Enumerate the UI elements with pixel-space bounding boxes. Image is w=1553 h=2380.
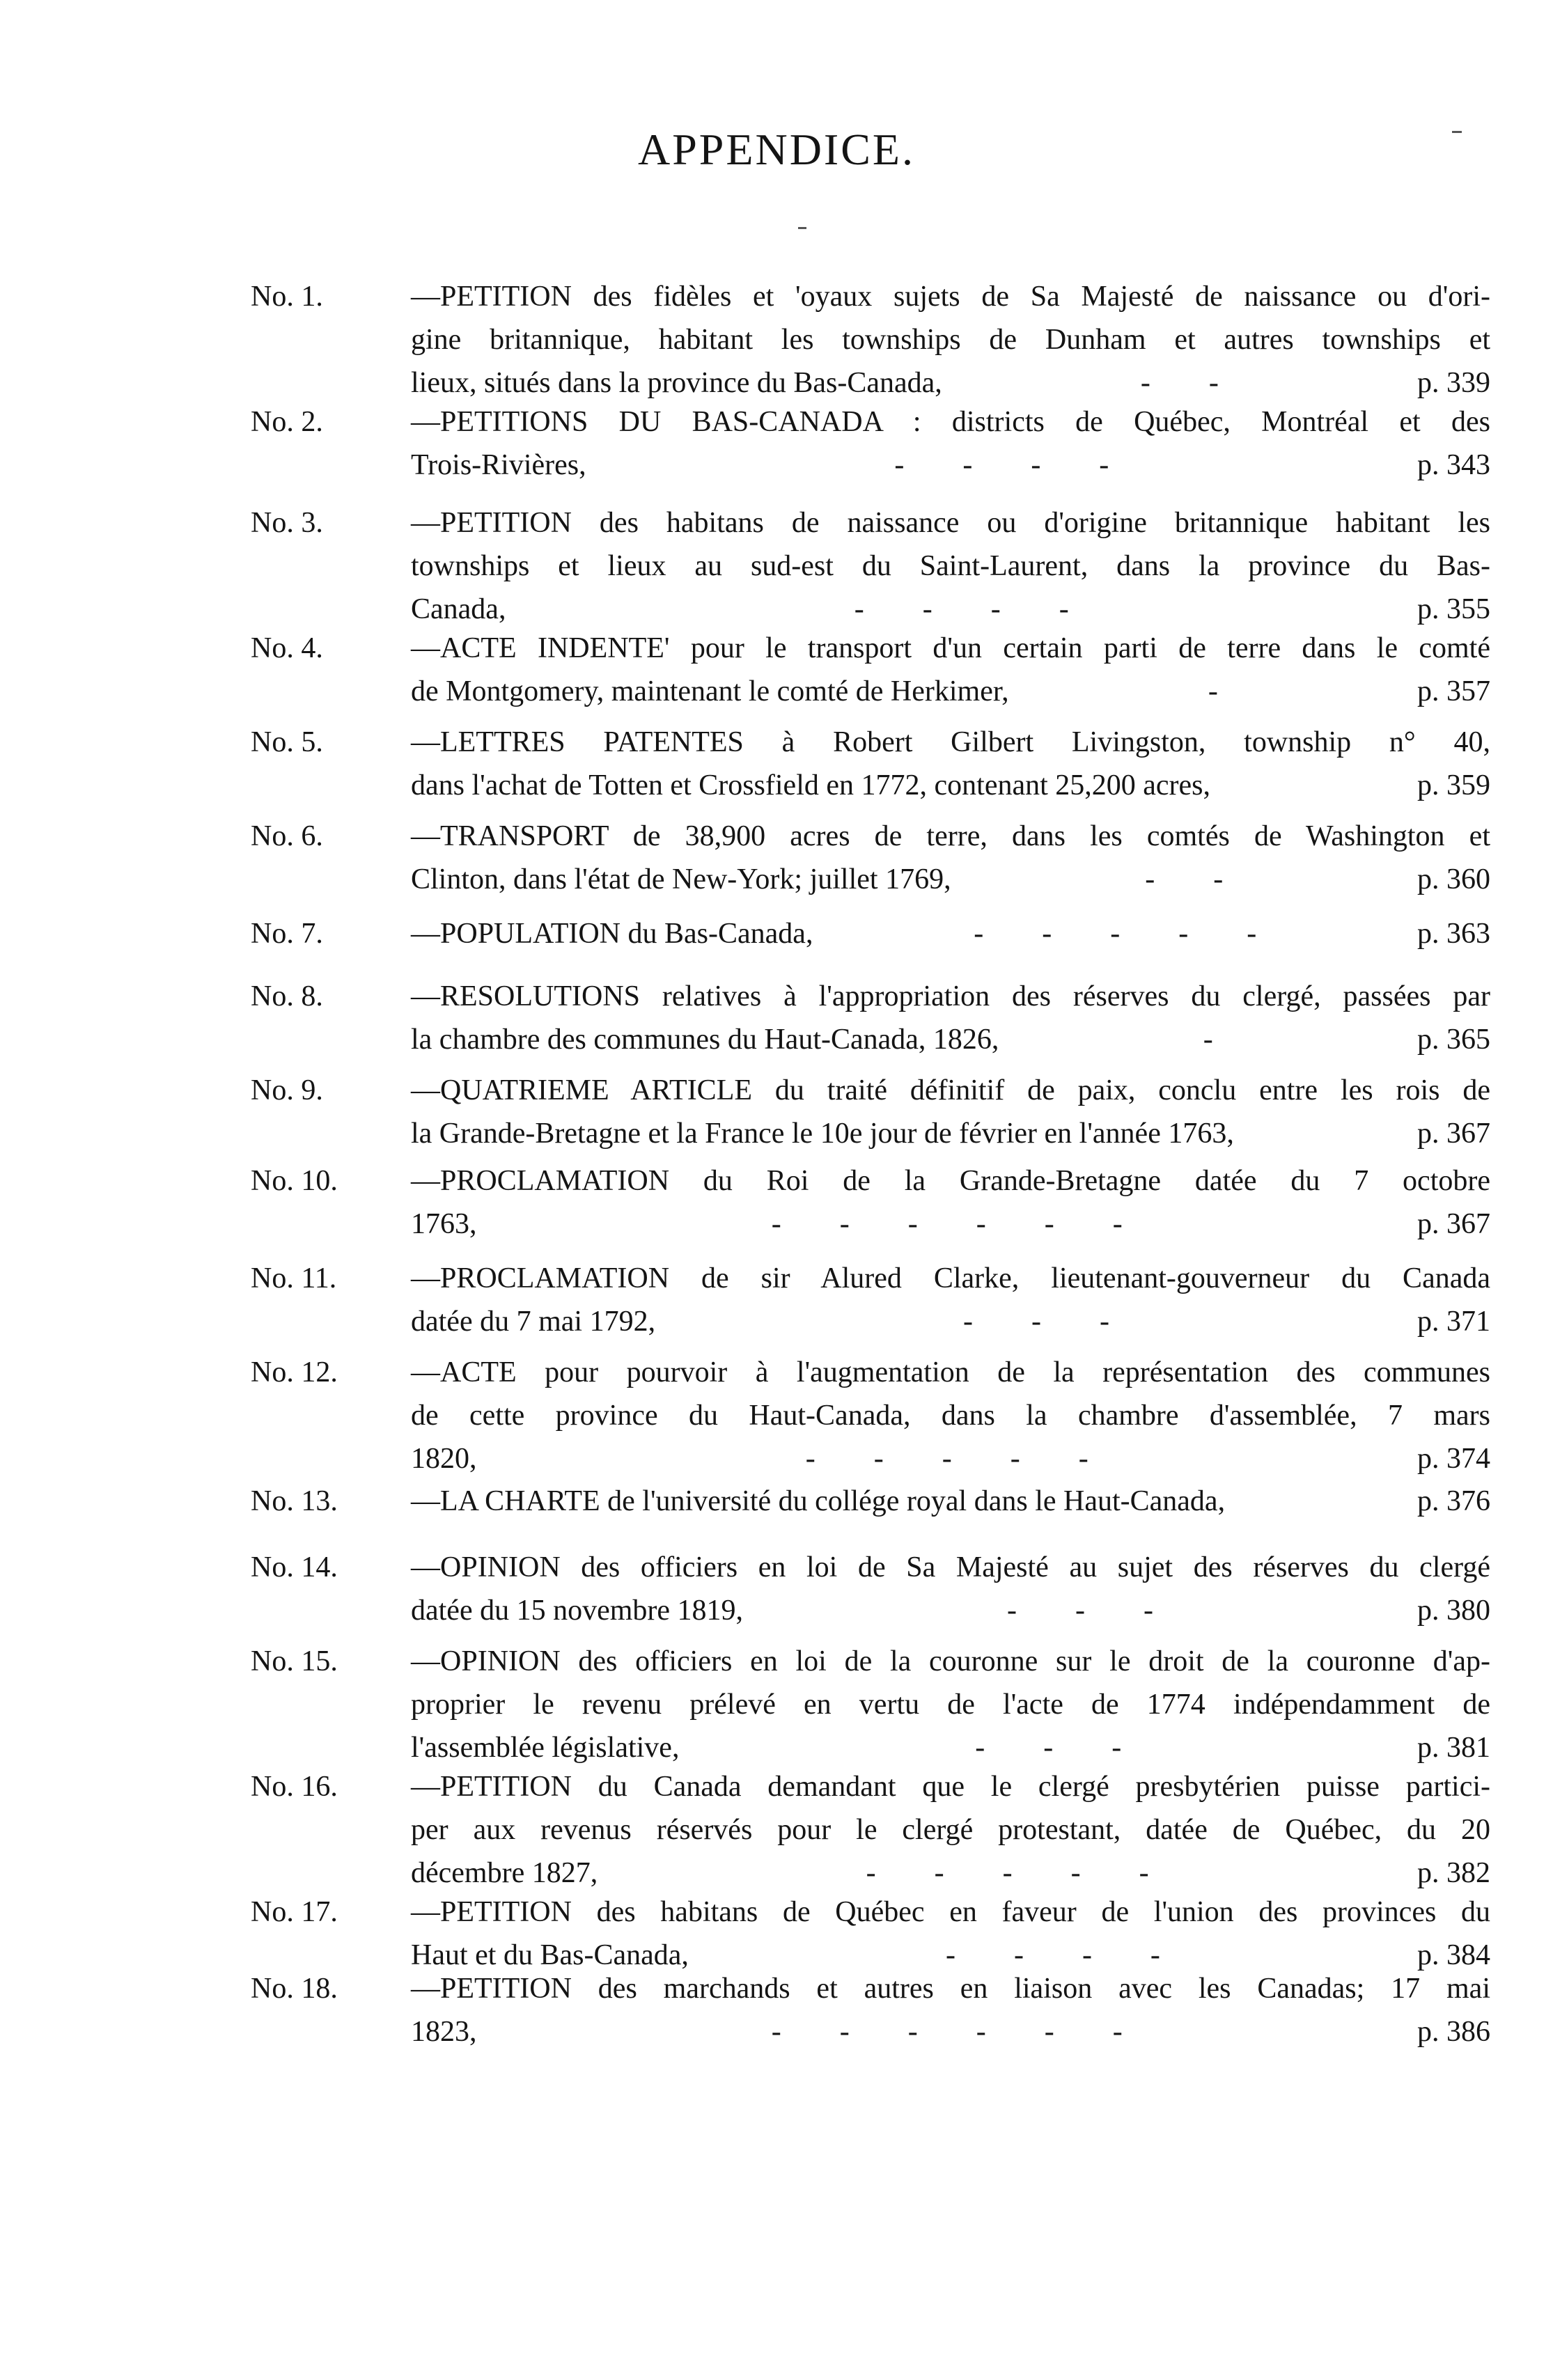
entry-row	[251, 721, 1490, 764]
appendix-entry	[251, 275, 1490, 405]
entry-row	[251, 1967, 1490, 2010]
entry-text-line: townships et lieux au sud-est du Saint-Laurent, dans la province du Bas-	[411, 550, 1490, 582]
appendix-entry	[251, 1257, 1490, 1343]
leader-dashes: - - - - - -	[771, 2016, 1123, 2048]
entry-number: No. 5.	[251, 726, 323, 758]
entry-text-line: —PETITION des habitans de naissance ou d'origine britannique habitant les	[411, 507, 1490, 539]
leader-dashes: - - -	[975, 1732, 1122, 1764]
entry-number: No. 9.	[251, 1074, 323, 1106]
entry-number: No. 18.	[251, 1973, 338, 2005]
page-reference: p. 339	[1417, 367, 1490, 399]
entry-text-line: gine britannique, habitant les townships de Dunham et autres townships et	[411, 324, 1490, 356]
page-reference: p. 384	[1417, 1939, 1490, 1971]
entry-final-line	[411, 361, 1490, 405]
entry-row	[251, 361, 1490, 405]
entry-text-line: de Montgomery, maintenant le comté de Herkimer,	[411, 675, 1009, 707]
entry-text-line: lieux, situés dans la province du Bas-Canada,	[411, 367, 942, 399]
entry-row	[251, 1257, 1490, 1300]
entry-text-line: —PETITION des habitans de Québec en faveur de l'union des provinces du	[411, 1896, 1490, 1928]
entry-text-line: dans l'achat de Totten et Crossfield en 1772, contenant 25,200 acres,	[411, 769, 1211, 801]
entry-row	[251, 444, 1490, 487]
entry-text-line: la Grande-Bretagne et la France le 10e jour de février en l'année 1763,	[411, 1118, 1234, 1150]
entry-text-line: —PETITION des fidèles et 'oyaux sujets de Sa Majesté de naissance ou d'ori-	[411, 281, 1490, 313]
leader-dashes: - - - - -	[805, 1443, 1088, 1475]
entry-text-line: l'assemblée législative,	[411, 1732, 680, 1764]
entry-text-line: —PETITION du Canada demandant que le clergé presbytérien puisse partici-	[411, 1771, 1490, 1803]
entry-row	[251, 1437, 1490, 1480]
appendix-entry	[251, 501, 1490, 631]
entry-text-line: la chambre des communes du Haut-Canada, 1826,	[411, 1024, 999, 1056]
entry-text-line: per aux revenus réservés pour le clergé protestant, datée de Québec, du 20	[411, 1814, 1490, 1846]
leader-dashes: - -	[1140, 367, 1219, 399]
page-reference: p. 386	[1417, 2016, 1490, 2048]
entry-number: No. 7.	[251, 918, 323, 950]
entry-text-line: —OPINION des officiers en loi de la couronne sur le droit de la couronne d'ap-	[411, 1645, 1490, 1677]
leader-dashes: - - - - - -	[771, 1208, 1123, 1240]
entry-row	[251, 1851, 1490, 1895]
entry-text-line: Clinton, dans l'état de New-York; juillet 1769,	[411, 863, 951, 895]
leader-dashes: - - -	[1007, 1595, 1153, 1627]
entry-text-line: —POPULATION du Bas-Canada,	[411, 918, 813, 950]
leader-dashes: - - - -	[854, 593, 1069, 625]
entry-text-line: Haut et du Bas-Canada,	[411, 1939, 689, 1971]
appendix-entry	[251, 912, 1490, 955]
entry-text-line: —RESOLUTIONS relatives à l'appropriation des réserves du clergé, passées par	[411, 980, 1490, 1012]
entry-row	[251, 1808, 1490, 1851]
entry-row	[251, 1890, 1490, 1934]
page-reference: p. 374	[1417, 1443, 1490, 1475]
appendix-entry	[251, 1640, 1490, 1769]
entry-final-line	[411, 2010, 1490, 2053]
entry-final-line	[411, 588, 1490, 631]
entry-final-line	[411, 1726, 1490, 1769]
entry-final-line	[411, 1589, 1490, 1632]
appendix-entry	[251, 721, 1490, 807]
leader-dashes: -	[1208, 675, 1218, 707]
entry-number: No. 11.	[251, 1262, 337, 1294]
entry-row	[251, 1069, 1490, 1112]
appendix-entry	[251, 1546, 1490, 1632]
entry-row	[251, 501, 1490, 545]
entry-final-line	[411, 1480, 1490, 1523]
entry-number: No. 1.	[251, 281, 323, 313]
page-reference: p. 365	[1417, 1024, 1490, 1056]
entry-row	[251, 1112, 1490, 1155]
entry-final-line	[411, 1112, 1490, 1155]
entry-text-line: —PROCLAMATION du Roi de la Grande-Bretagne datée du 7 octobre	[411, 1165, 1490, 1197]
scan-mark	[798, 227, 806, 229]
entry-final-line	[411, 764, 1490, 807]
entry-row	[251, 400, 1490, 444]
entry-row	[251, 764, 1490, 807]
leader-dashes: - - - - -	[866, 1857, 1149, 1889]
entry-row	[251, 588, 1490, 631]
appendix-entry	[251, 1967, 1490, 2053]
entry-row	[251, 1203, 1490, 1246]
entry-final-line	[411, 1851, 1490, 1895]
entry-row	[251, 1589, 1490, 1632]
page-reference: p. 343	[1417, 449, 1490, 481]
entry-row	[251, 1546, 1490, 1589]
entry-text-line: proprier le revenu prélevé en vertu de l'acte de 1774 indépendamment de	[411, 1689, 1490, 1721]
entry-final-line	[411, 444, 1490, 487]
entry-text-line: —OPINION des officiers en loi de Sa Majesté au sujet des réserves du clergé	[411, 1551, 1490, 1583]
entry-number: No. 15.	[251, 1645, 338, 1677]
entry-row	[251, 275, 1490, 318]
page-reference: p. 367	[1417, 1208, 1490, 1240]
entry-text-line: datée du 7 mai 1792,	[411, 1306, 656, 1338]
appendix-entry	[251, 1351, 1490, 1480]
entry-row	[251, 1018, 1490, 1061]
entry-text-line: décembre 1827,	[411, 1857, 598, 1889]
entry-text-line: 1763,	[411, 1208, 477, 1240]
page-reference: p. 376	[1417, 1485, 1490, 1517]
entry-number: No. 16.	[251, 1771, 338, 1803]
entry-number: No. 10.	[251, 1165, 338, 1197]
entry-text-line: 1823,	[411, 2016, 477, 2048]
entry-number: No. 6.	[251, 820, 323, 852]
entry-text-line: —ACTE INDENTE' pour le transport d'un certain parti de terre dans le comté	[411, 632, 1490, 664]
entry-text-line: —QUATRIEME ARTICLE du traité définitif de paix, conclu entre les rois de	[411, 1074, 1490, 1106]
page-reference: p. 357	[1417, 675, 1490, 707]
appendix-entry	[251, 627, 1490, 713]
entry-final-line	[411, 1203, 1490, 1246]
entry-row	[251, 627, 1490, 670]
entry-number: No. 14.	[251, 1551, 338, 1583]
leader-dashes: - - -	[963, 1306, 1110, 1338]
entry-text-line: de cette province du Haut-Canada, dans la chambre d'assemblée, 7 mars	[411, 1400, 1490, 1432]
entry-final-line	[411, 858, 1490, 901]
entry-text-line: Canada,	[411, 593, 506, 625]
entry-text-line: —PETITIONS DU BAS-CANADA : districts de Québec, Montréal et des	[411, 406, 1490, 438]
entry-row	[251, 912, 1490, 955]
entry-row	[251, 1480, 1490, 1523]
appendix-entry	[251, 1890, 1490, 1977]
appendix-entry	[251, 1159, 1490, 1246]
leader-dashes: - -	[1145, 863, 1224, 895]
leader-dashes: - - - -	[894, 449, 1109, 481]
appendix-entry	[251, 1765, 1490, 1895]
leader-dashes: -	[1203, 1024, 1213, 1056]
entry-text-line: —PROCLAMATION de sir Alured Clarke, lieutenant-gouverneur du Canada	[411, 1262, 1490, 1294]
entry-text-line: datée du 15 novembre 1819,	[411, 1595, 744, 1627]
entry-text-line: —ACTE pour pourvoir à l'augmentation de la représentation des communes	[411, 1356, 1490, 1388]
appendix-entry	[251, 400, 1490, 487]
entry-text-line: Trois-Rivières,	[411, 449, 586, 481]
entry-text-line: —LETTRES PATENTES à Robert Gilbert Livingston, township n° 40,	[411, 726, 1490, 758]
entry-row	[251, 1394, 1490, 1437]
entry-text-line: —PETITION des marchands et autres en liaison avec les Canadas; 17 mai	[411, 1973, 1490, 2005]
entry-number: No. 12.	[251, 1356, 338, 1388]
entry-number: No. 8.	[251, 980, 323, 1012]
entry-text-line: —LA CHARTE de l'université du collége royal dans le Haut-Canada,	[411, 1485, 1226, 1517]
entry-number: No. 2.	[251, 406, 323, 438]
entry-row	[251, 1683, 1490, 1726]
page-reference: p. 382	[1417, 1857, 1490, 1889]
entry-row	[251, 1765, 1490, 1808]
entry-row	[251, 545, 1490, 588]
page-reference: p. 360	[1417, 863, 1490, 895]
entry-row	[251, 1640, 1490, 1683]
entry-final-line	[411, 912, 1490, 955]
appendix-entry	[251, 1069, 1490, 1155]
entry-row	[251, 975, 1490, 1018]
leader-dashes: - - - -	[945, 1939, 1160, 1971]
entry-text-line: —TRANSPORT de 38,900 acres de terre, dans les comtés de Washington et	[411, 820, 1490, 852]
entry-row	[251, 670, 1490, 713]
page-reference: p. 355	[1417, 593, 1490, 625]
page-reference: p. 371	[1417, 1306, 1490, 1338]
entry-number: No. 17.	[251, 1896, 338, 1928]
entry-row	[251, 2010, 1490, 2053]
entry-text-line: 1820,	[411, 1443, 477, 1475]
appendix-entry	[251, 815, 1490, 901]
entry-number: No. 3.	[251, 507, 323, 539]
entry-row	[251, 858, 1490, 901]
entry-row	[251, 1159, 1490, 1203]
leader-dashes: - - - - -	[974, 918, 1257, 950]
page-title: APPENDICE.	[637, 125, 916, 174]
appendix-entry	[251, 975, 1490, 1061]
entry-row	[251, 1726, 1490, 1769]
entry-final-line	[411, 1018, 1490, 1061]
page-reference: p. 363	[1417, 918, 1490, 950]
page-reference: p. 367	[1417, 1118, 1490, 1150]
scan-mark	[1452, 131, 1462, 133]
entry-row	[251, 1300, 1490, 1343]
page-reference: p. 381	[1417, 1732, 1490, 1764]
entry-final-line	[411, 1300, 1490, 1343]
entry-number: No. 13.	[251, 1485, 338, 1517]
entry-row	[251, 318, 1490, 361]
entry-row	[251, 815, 1490, 858]
entry-final-line	[411, 1437, 1490, 1480]
appendix-entry	[251, 1480, 1490, 1523]
entry-number: No. 4.	[251, 632, 323, 664]
page-reference: p. 359	[1417, 769, 1490, 801]
page-reference: p. 380	[1417, 1595, 1490, 1627]
entry-final-line	[411, 670, 1490, 713]
entry-row	[251, 1351, 1490, 1394]
